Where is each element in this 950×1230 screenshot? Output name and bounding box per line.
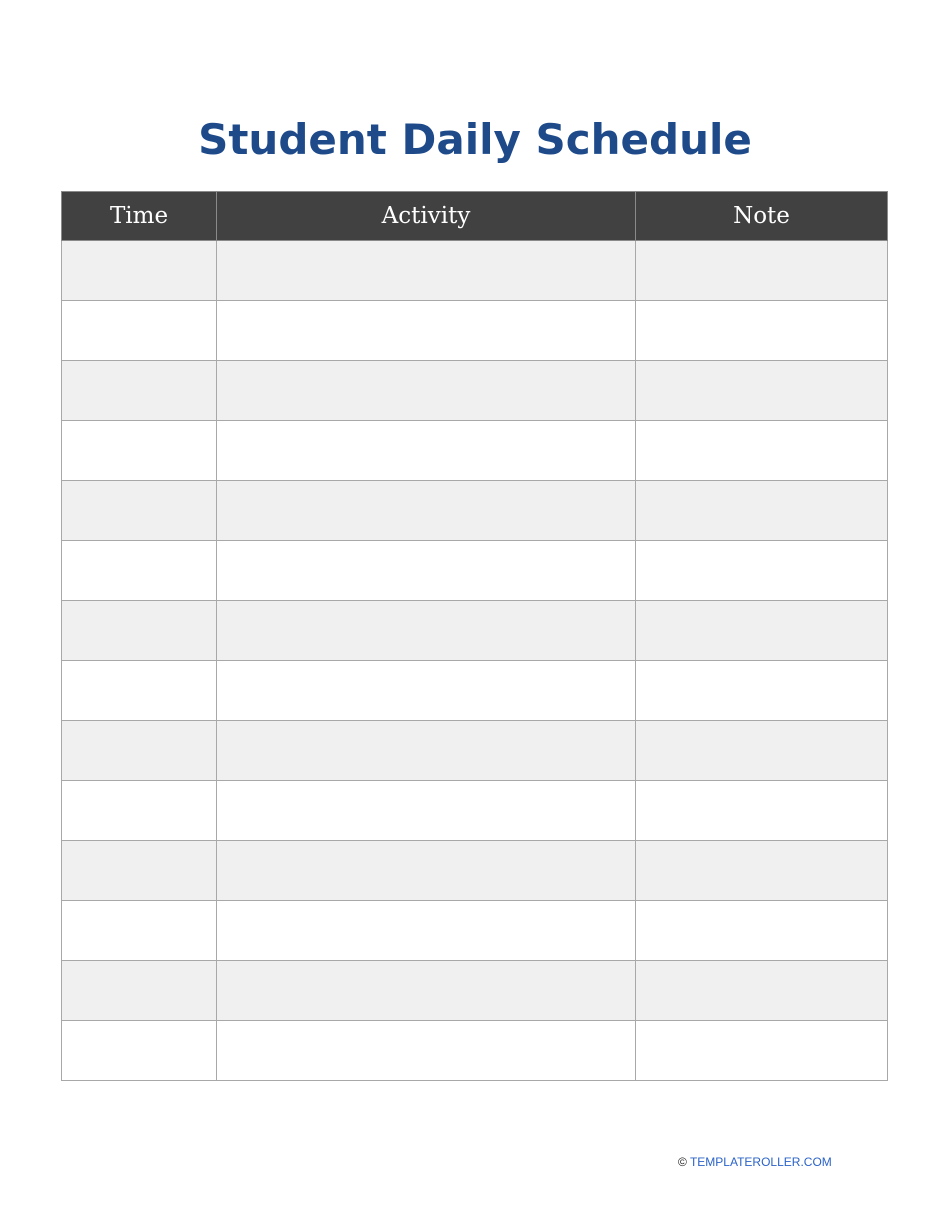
cell-time[interactable] — [62, 421, 217, 481]
table-row — [62, 421, 888, 481]
cell-time[interactable] — [62, 901, 217, 961]
cell-time[interactable] — [62, 541, 217, 601]
table-row — [62, 481, 888, 541]
cell-time[interactable] — [62, 661, 217, 721]
footer-site-link[interactable]: TEMPLATEROLLER.COM — [689, 1155, 832, 1169]
column-header-time: Time — [62, 192, 217, 241]
cell-note[interactable] — [636, 421, 888, 481]
cell-time[interactable] — [62, 1021, 217, 1081]
table-row — [62, 901, 888, 961]
cell-activity[interactable] — [217, 421, 636, 481]
cell-note[interactable] — [636, 1021, 888, 1081]
cell-time[interactable] — [62, 781, 217, 841]
cell-note[interactable] — [636, 241, 888, 301]
table-row — [62, 241, 888, 301]
cell-activity[interactable] — [217, 481, 636, 541]
table-row — [62, 961, 888, 1021]
table-row — [62, 1021, 888, 1081]
cell-activity[interactable] — [217, 601, 636, 661]
cell-note[interactable] — [636, 361, 888, 421]
copyright-symbol: © — [678, 1155, 687, 1169]
cell-time[interactable] — [62, 301, 217, 361]
cell-activity[interactable] — [217, 301, 636, 361]
cell-time[interactable] — [62, 361, 217, 421]
cell-note[interactable] — [636, 721, 888, 781]
table-header-row — [62, 192, 888, 241]
cell-activity[interactable] — [217, 541, 636, 601]
cell-note[interactable] — [636, 601, 888, 661]
table-row — [62, 541, 888, 601]
table-row — [62, 661, 888, 721]
cell-time[interactable] — [62, 961, 217, 1021]
cell-time[interactable] — [62, 721, 217, 781]
cell-activity[interactable] — [217, 361, 636, 421]
table-row — [62, 781, 888, 841]
cell-note[interactable] — [636, 781, 888, 841]
cell-note[interactable] — [636, 301, 888, 361]
cell-note[interactable] — [636, 541, 888, 601]
table-row — [62, 361, 888, 421]
cell-activity[interactable] — [217, 661, 636, 721]
cell-time[interactable] — [62, 601, 217, 661]
cell-activity[interactable] — [217, 841, 636, 901]
schedule-table — [61, 191, 888, 1081]
cell-activity[interactable] — [217, 781, 636, 841]
cell-activity[interactable] — [217, 961, 636, 1021]
page-title: Student Daily Schedule — [198, 115, 752, 164]
cell-note[interactable] — [636, 961, 888, 1021]
cell-activity[interactable] — [217, 721, 636, 781]
cell-activity[interactable] — [217, 901, 636, 961]
table-row — [62, 601, 888, 661]
cell-note[interactable] — [636, 901, 888, 961]
cell-activity[interactable] — [217, 241, 636, 301]
cell-time[interactable] — [62, 241, 217, 301]
table-row — [62, 301, 888, 361]
footer-credit — [678, 1155, 832, 1170]
table-row — [62, 721, 888, 781]
column-header-activity: Activity — [217, 192, 636, 241]
column-header-note: Note — [636, 192, 888, 241]
table-row — [62, 841, 888, 901]
table-body — [62, 241, 888, 1081]
cell-activity[interactable] — [217, 1021, 636, 1081]
cell-note[interactable] — [636, 661, 888, 721]
cell-time[interactable] — [62, 841, 217, 901]
cell-note[interactable] — [636, 841, 888, 901]
cell-time[interactable] — [62, 481, 217, 541]
cell-note[interactable] — [636, 481, 888, 541]
